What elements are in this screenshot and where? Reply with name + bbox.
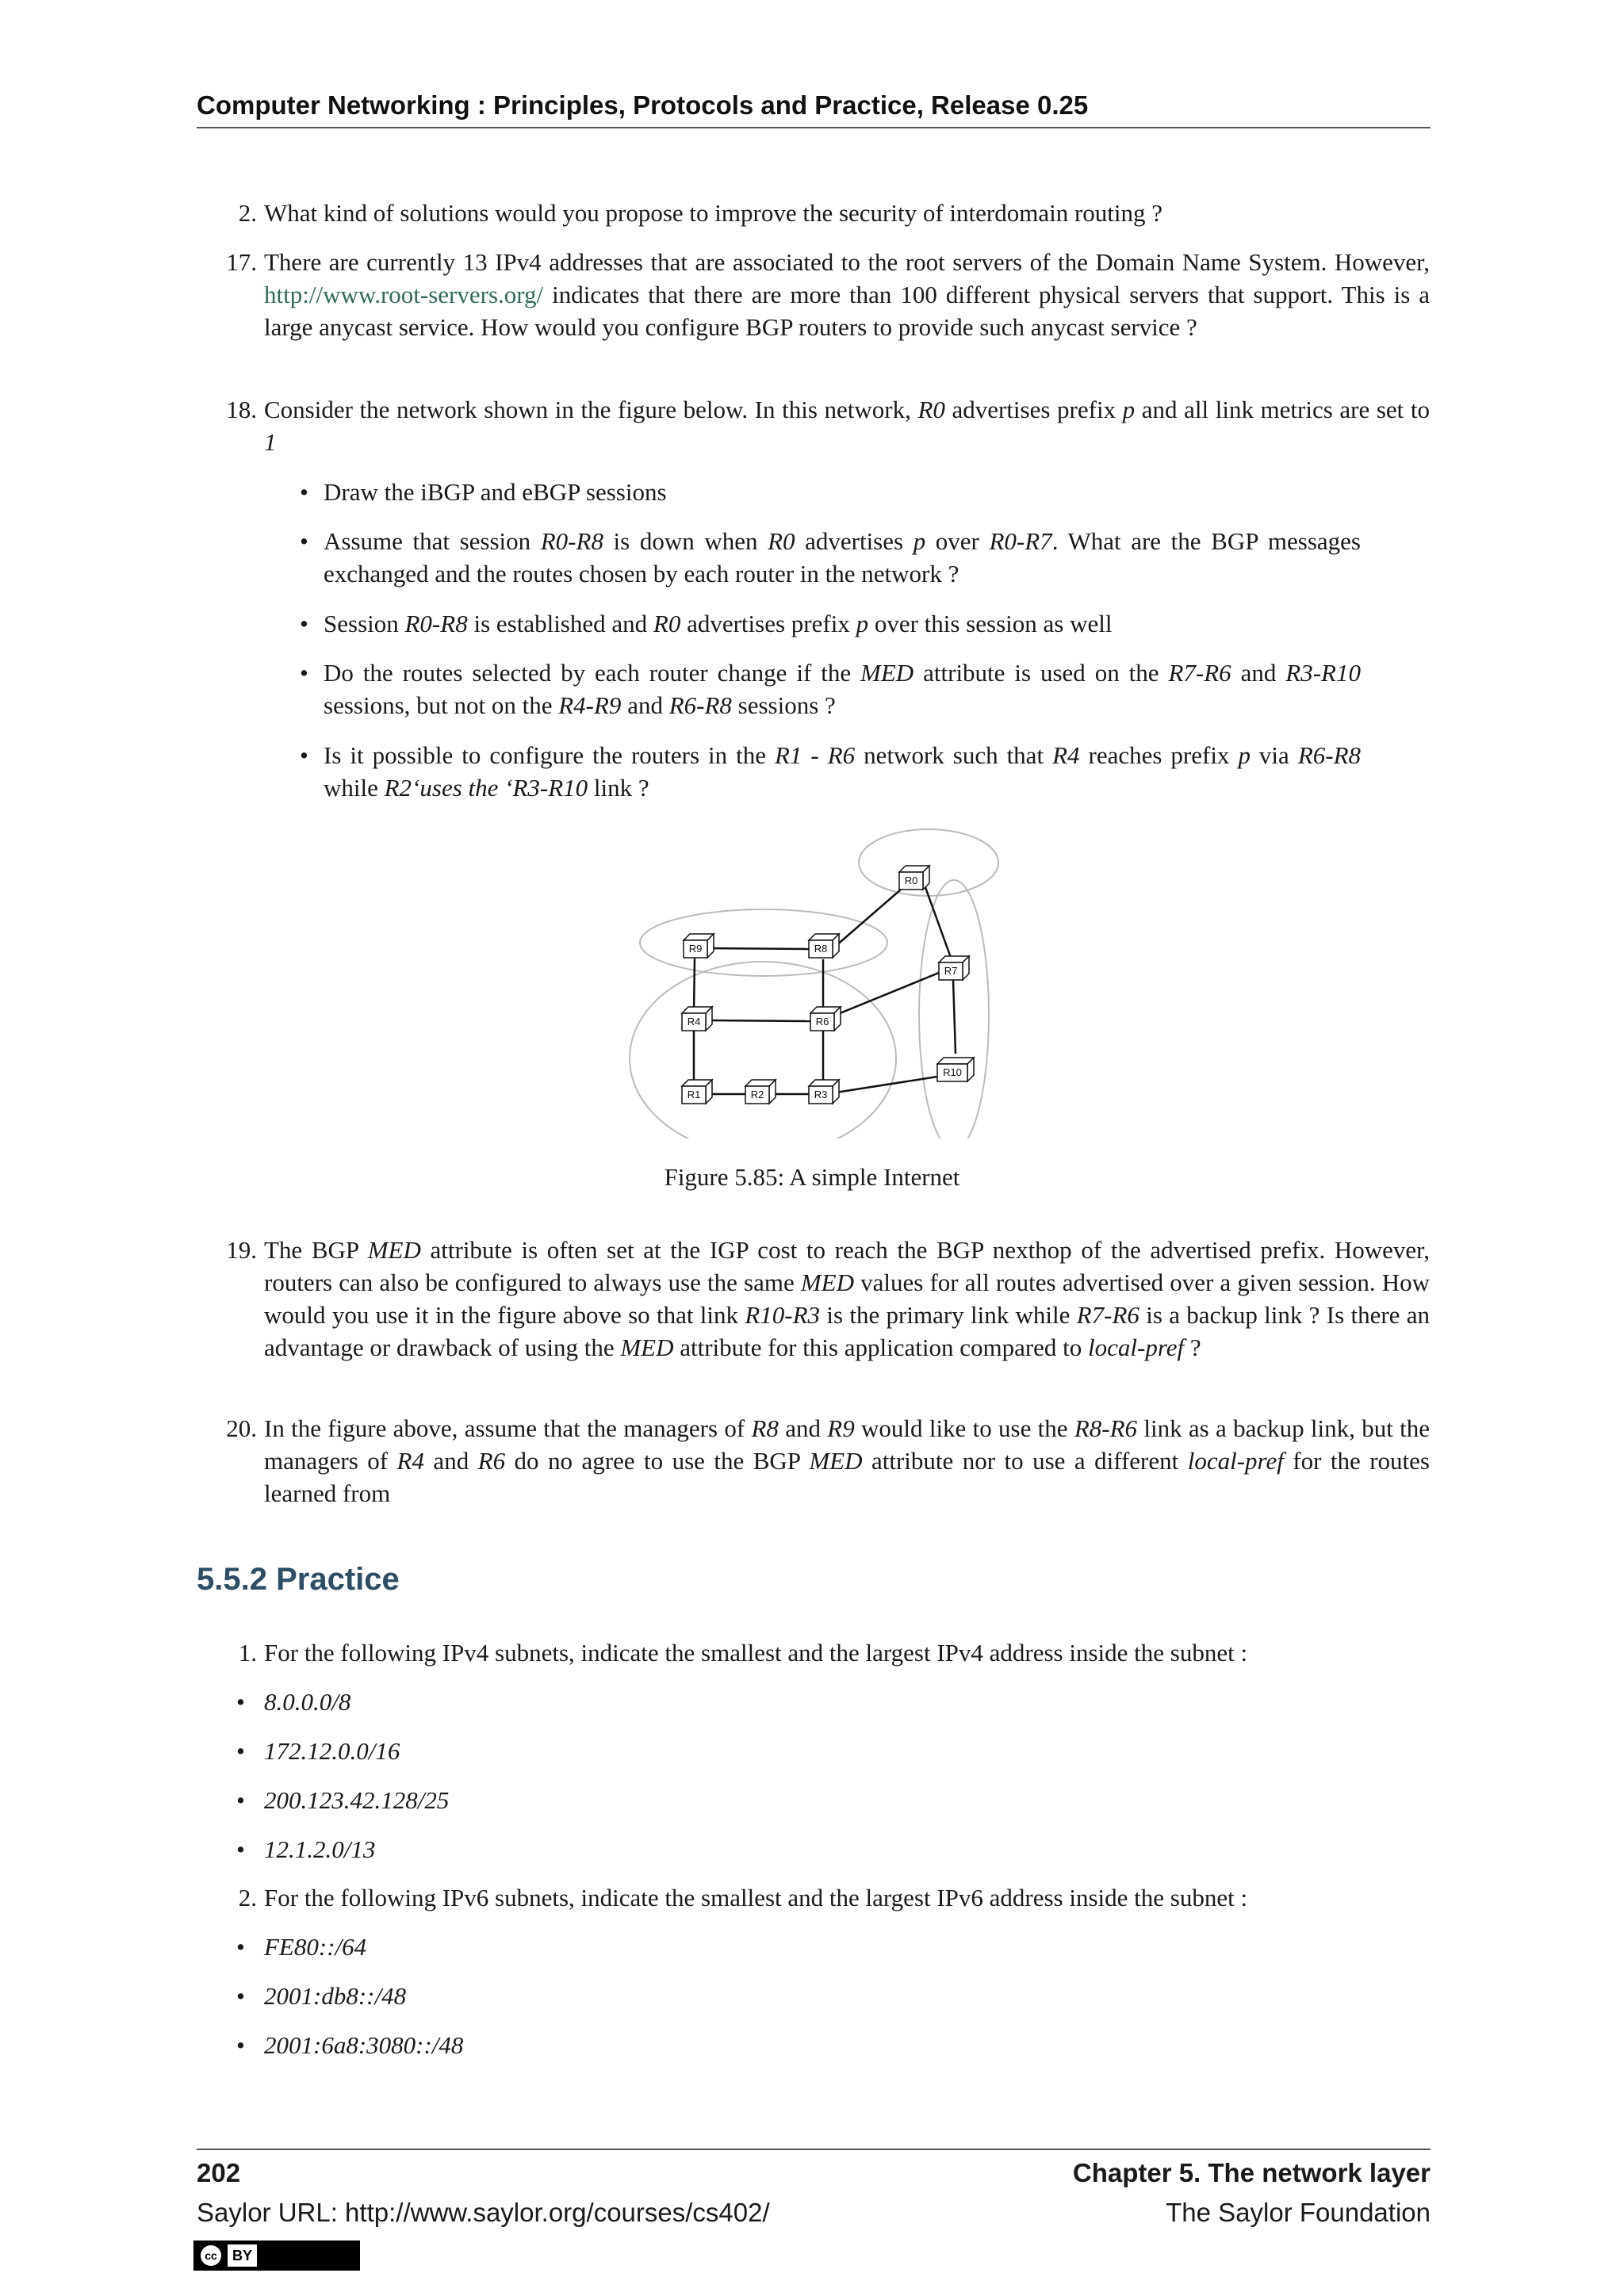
link-r3-r10 [836,1077,937,1093]
router-r2 [745,1080,776,1104]
subnet-item: 172.12.0.0/16 [264,1737,400,1765]
question-2-text: What kind of solutions would you propose to improve the security of interdomain routing ? [264,199,1163,227]
practice-1-text: For the following IPv4 subnets, indicate the smallest and the largest IPv4 address inside the subnet : [264,1639,1248,1667]
running-header: Computer Networking : Principles, Protocols and Practice, Release 0.25 [197,90,1431,128]
bullet: • [300,610,308,637]
page-number: 202 [197,2158,241,2187]
router-label: R6 [815,1016,829,1027]
footer-rule [197,2149,1431,2150]
subnet-item: 2001:6a8:3080::/48 [264,2031,464,2059]
cc-icon: cc [201,2245,221,2266]
link-r4-r6 [707,1020,810,1021]
figure-caption: Figure 5.85: A simple Internet [664,1163,960,1191]
bullet: • [300,659,308,687]
question-number: 19. [226,1236,257,1264]
by-icon: BY [228,2244,257,2267]
bullet: • [236,2031,245,2059]
subnet-item: 12.1.2.0/13 [264,1835,376,1863]
bullet: • [236,1786,245,1814]
q18-bullet-1: Draw the iBGP and eBGP sessions [324,478,667,506]
router-r7 [939,956,969,980]
router-r3 [809,1080,839,1104]
router-label: R4 [687,1016,701,1027]
practice-number: 2. [238,1884,257,1911]
bullet: • [236,1982,245,2010]
subnet-item: 2001:db8::/48 [264,1982,407,2010]
link-r7-r10 [953,980,956,1054]
question-number: 18. [226,396,257,423]
question-number: 17. [226,248,257,276]
router-label: R0 [904,874,918,886]
router-label: R7 [944,965,958,977]
router-label: R2 [750,1089,764,1100]
as-ellipse-r0 [859,829,998,896]
router-r10 [937,1058,974,1081]
q18-bullet-5: Is it possible to configure the routers in the R1 - R6 network such that R4 reaches prefix p via R6-R8 while R2‘uses the ‘R3-R10 link ? [324,741,1362,802]
question-20-text: In the figure above, assume that the managers of R8 and R9 would like to use the R8-R6 link as a backup link, but the managers of R4 and R6 do no agree to use the BGP MED attribute nor to use a different local-pref for the routes learned from [264,1414,1430,1507]
question-18-text: Consider the network shown in the figure below. In this network, R0 advertises prefix p and all link metrics are set to 1 [264,396,1431,456]
saylor-url: Saylor URL: http://www.saylor.org/courses/cs402/ [197,2198,770,2227]
link-r9-r8 [703,948,809,949]
bullet: • [236,1933,245,1961]
link-r9-r4 [694,959,695,1013]
practice-number: 1. [238,1639,257,1667]
as-ellipse-r1-r6 [630,962,896,1138]
bullet: • [300,741,308,769]
bullet: • [300,527,308,555]
router-r4 [682,1007,712,1031]
router-label: R1 [687,1089,701,1100]
router-label: R10 [943,1066,962,1078]
chapter-title: Chapter 5. The network layer [1072,2158,1431,2187]
root-servers-link[interactable]: http://www.root-servers.org/ [264,281,544,308]
router-r1 [682,1080,712,1104]
subnet-item: 8.0.0.0/8 [264,1688,351,1716]
bullet: • [300,478,308,506]
router-r0 [899,866,929,890]
links [694,879,956,1094]
question-19-text: The BGP MED attribute is often set at the IGP cost to reach the BGP nexthop of the advertised prefix. However, routers can also be configured to always use the same MED values for all routes advertised over a given session. How would you use it in the figure above so that link R10-R3 is the primary link while R7-R6 is a backup link ? Is there an advantage or drawback of using the MED attribute for this application compared to local-pref ? [264,1236,1430,1361]
foundation-name: The Saylor Foundation [1166,2198,1431,2227]
router-r6 [810,1007,841,1031]
subnet-item: FE80::/64 [264,1933,367,1961]
link-r6-r7 [834,973,939,1016]
question-17-text: There are currently 13 IPv4 addresses that are associated to the root servers of the Domain Name System. However, http://www.root-servers.org/ indicates that there are more than 100 different physical servers that support. This is a large anycast service. How would you configure BGP routers to provide such anycast service ? [264,248,1430,341]
bullet: • [236,1688,245,1716]
network-diagram [619,821,999,1138]
question-number: 2. [238,199,257,227]
q18-bullet-4: Do the routes selected by each router change if the MED attribute is used on the R7-R6 and R3-R10 sessions, but not on the R4-R9 and R6-R8 sessions ? [324,659,1361,719]
bullet: • [236,1835,245,1863]
as-ellipse-r8-r9 [640,909,887,976]
question-number: 20. [226,1414,257,1442]
q18-bullet-3: Session R0-R8 is established and R0 advertises prefix p over this session as well [324,610,1113,637]
bullet: • [236,1737,245,1765]
subnet-item: 200.123.42.128/25 [264,1786,450,1814]
q18-bullet-2: Assume that session R0-R8 is down when R0 advertises p over R0-R7. What are the BGP messages exchanged and the routes chosen by each router in the network ? [324,527,1361,587]
cc-license-badge[interactable] [193,2241,360,2271]
router-r9 [684,934,714,958]
section-title: 5.5.2 Practice [197,1562,400,1597]
router-r8 [809,934,839,958]
router-label: R8 [814,943,828,955]
router-label: R3 [814,1089,828,1100]
router-label: R9 [688,943,703,955]
practice-2-text: For the following IPv6 subnets, indicate the smallest and the largest IPv6 address inside the subnet : [264,1884,1248,1911]
